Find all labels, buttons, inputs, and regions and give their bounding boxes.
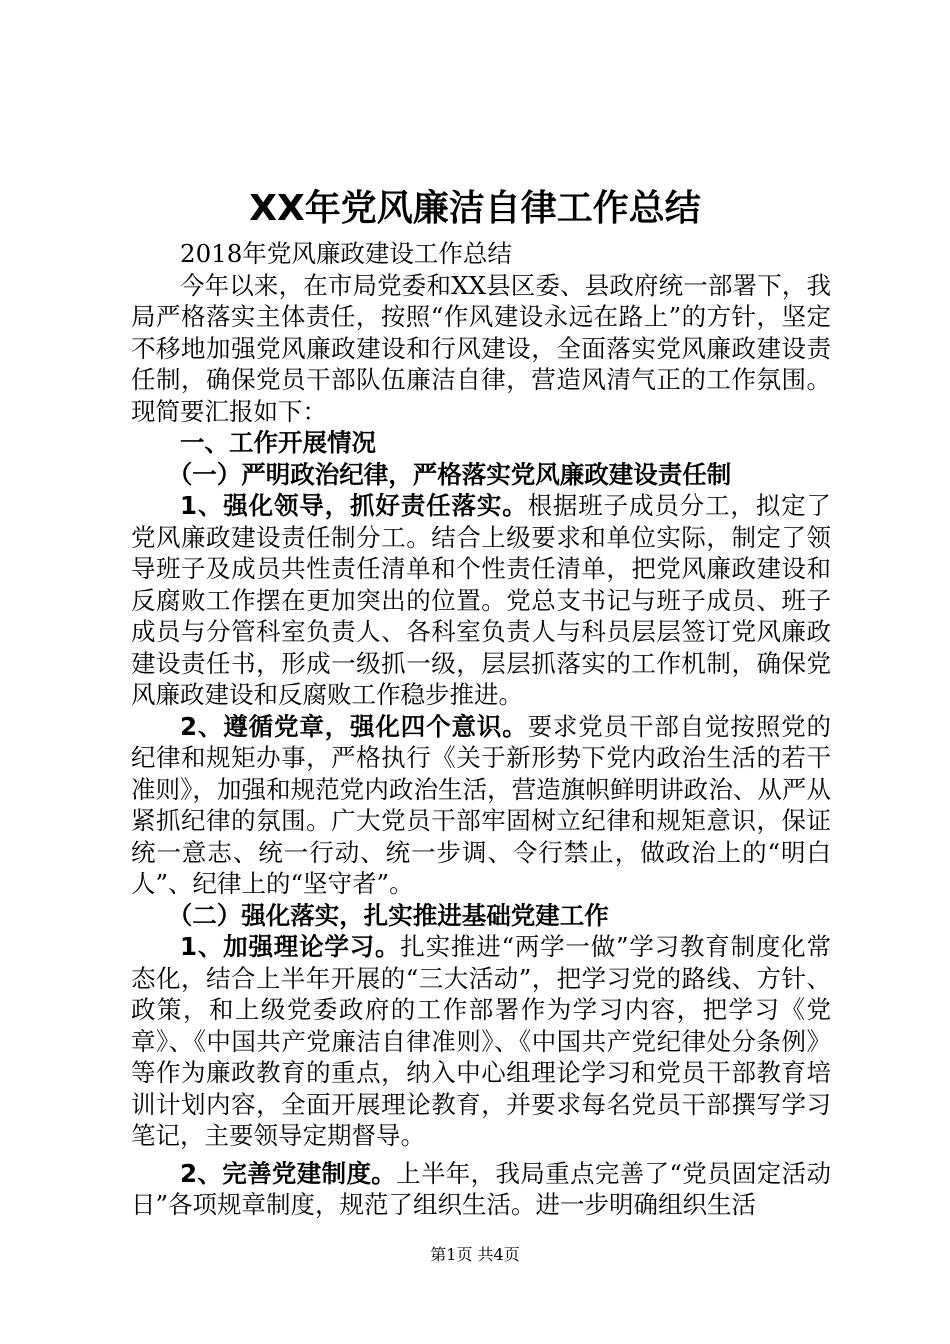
document-title: XX年党风廉洁自律工作总结: [249, 188, 701, 229]
intro-paragraph: 今年以来，在市局党委和XX县区委、县政府统一部署下，我局严格落实主体责任，按照“作风建设永远在路上”的方针，坚定不移地加强党风廉政建设和行风建设，全面落实党风廉政建设责任制，确保党员干部队伍廉洁自律，营造风清气正的工作氛围。现简要汇报如下：: [131, 270, 831, 426]
item-paragraph-4: [131, 1158, 831, 1221]
section-heading: 一、工作开展情况: [180, 428, 376, 457]
document-body: [131, 238, 831, 1221]
item-paragraph-1: [131, 490, 831, 711]
item-paragraph-2: [131, 711, 831, 900]
item-text-2: 要求党员干部自觉按照党的纪律和规矩办事，严格执行《关于新形势下党内政治生活的若干准则》，加强和规范党内政治生活，营造旗帜鲜明讲政治、从严从紧抓纪律的氛围。广大党员干部牢固树立纪律和规矩意识，保证统一意志、统一行动、统一步调、令行禁止，做政治上的“明白人”、纪律上的“坚守者”。: [131, 711, 832, 898]
item-paragraph-3: [131, 931, 831, 1152]
item-lead-3: 1、加强理论学习。: [180, 932, 401, 961]
item-text-3: 扎实推进“两学一做”学习教育制度化常态化，结合上半年开展的“三大活动”，把学习党的路线、方针、政策，和上级党委政府的工作部署作为学习内容，把学习《党章》、《中国共产党廉洁自律准则》、《中国共产党纪律处分条例》等作为廉政教育的重点，纳入中心组理论学习和党员干部教育培训计划内容，全面开展理论教育，并要求每名党员干部撰写学习笔记，主要领导定期督导。: [131, 932, 831, 1150]
subsection-heading-1: （一）严明政治纪律，严格落实党风廉政建设责任制: [167, 459, 732, 489]
item-lead-4: 2、完善党建制度。: [180, 1158, 397, 1188]
subsection-heading-2: （二）强化落实，扎实推进基础党建工作: [167, 900, 609, 930]
subtitle-paragraph: 2018年党风廉政建设工作总结: [180, 239, 512, 268]
item-text-4: 上半年，我局重点完善了“党员固定活动日”各项规章制度，规范了组织生活。进一步明确组织生活: [131, 1158, 831, 1219]
item-lead-1: 1、强化领导，抓好责任落实。: [180, 491, 528, 520]
page-footer: 第1页 共4页: [430, 1245, 520, 1264]
item-lead-2: 2、遵循党章，强化四个意识。: [180, 711, 528, 741]
item-text-1: 根据班子成员分工，拟定了党风廉政建设责任制分工。结合上级要求和单位实际，制定了领导班子及成员共性责任清单和个性责任清单，把党风廉政建设和反腐败工作摆在更加突出的位置。党总支书记与班子成员、班子成员与分管科室负责人、各科室负责人与科员层层签订党风廉政建设责任书，形成一级抓一级，层层抓落实的工作机制，确保党风廉政建设和反腐败工作稳步推进。: [131, 491, 832, 709]
